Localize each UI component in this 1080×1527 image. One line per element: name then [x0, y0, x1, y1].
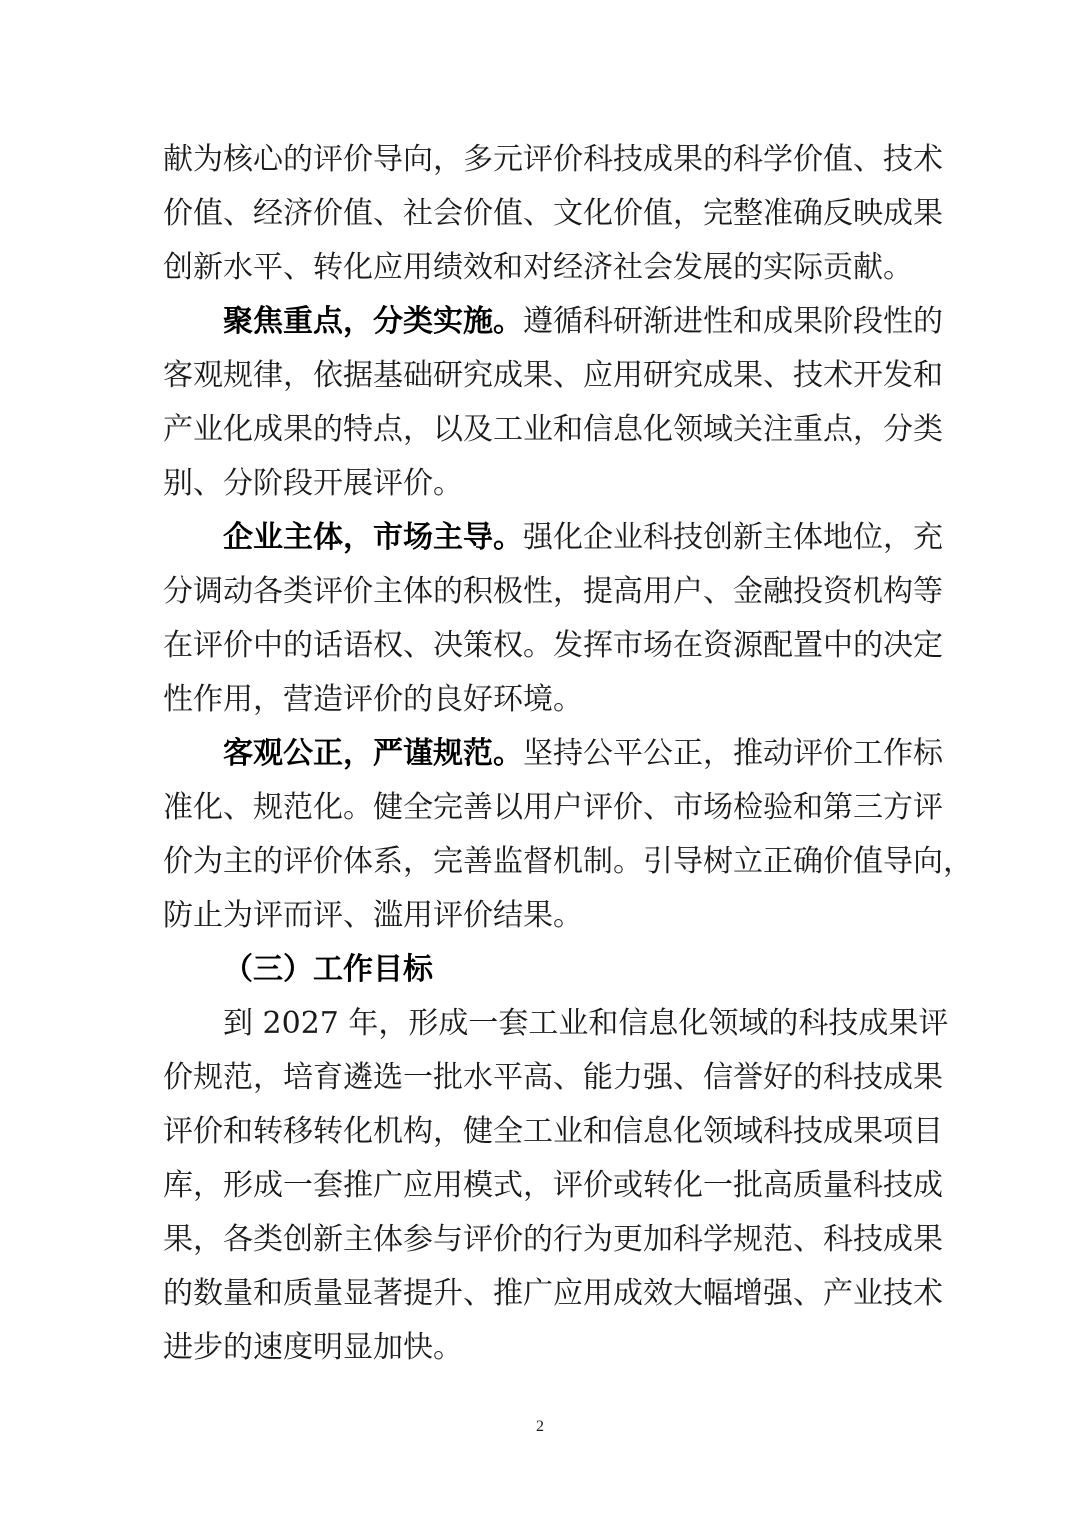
text-line: 献为核心的评价导向，多元评价科技成果的科学价值、技术	[163, 142, 943, 177]
paragraph-lead: 企业主体，市场主导。	[223, 520, 523, 555]
paragraph-lead: 客观公正，严谨规范。	[223, 736, 523, 771]
text-line: 评价和转移转化机构，健全工业和信息化领域科技成果项目	[163, 1114, 943, 1149]
text-line: 在评价中的话语权、决策权。发挥市场在资源配置中的决定	[163, 628, 943, 663]
page-number: 2	[536, 1418, 544, 1435]
paragraph-enterprise-market	[163, 511, 943, 727]
text-line: 产业化成果的特点，以及工业和信息化领域关注重点，分类	[163, 412, 943, 447]
text-line: 进步的速度明显加快。	[163, 1330, 463, 1365]
section-heading: （三）工作目标	[223, 952, 433, 987]
text-line: 分调动各类评价主体的积极性，提高用户、金融投资机构等	[163, 574, 943, 609]
text-line: 性作用，营造评价的良好环境。	[163, 682, 583, 717]
text-run: 坚持公平公正，推动评价工作标	[523, 736, 943, 771]
paragraph-evaluation-orientation	[163, 133, 943, 295]
text-line: 创新水平、转化应用绩效和对经济社会发展的实际贡献。	[163, 250, 913, 285]
text-line: 库，形成一套推广应用模式，评价或转化一批高质量科技成	[163, 1168, 943, 1203]
text-line: 防止为评而评、滥用评价结果。	[163, 898, 583, 933]
text-line: 到 2027 年，形成一套工业和信息化领域的科技成果评	[223, 1006, 949, 1041]
text-line: 果，各类创新主体参与评价的行为更加科学规范、科技成果	[163, 1222, 943, 1257]
text-line: 价为主的评价体系，完善监督机制。引导树立正确价值导向，	[163, 844, 973, 879]
text-line: 价规范，培育遴选一批水平高、能力强、信誉好的科技成果	[163, 1060, 943, 1095]
text-line: 别、分阶段开展评价。	[163, 466, 463, 501]
text-line: 价值、经济价值、社会价值、文化价值，完整准确反映成果	[163, 196, 943, 231]
text-line: 客观规律，依据基础研究成果、应用研究成果、技术开发和	[163, 358, 943, 393]
paragraph-lead: 聚焦重点，分类实施。	[223, 304, 523, 339]
text-line	[163, 511, 943, 565]
paragraph-objective-standardized	[163, 727, 973, 943]
paragraph-work-goals	[163, 997, 949, 1375]
document-body	[163, 133, 973, 1375]
text-line: 准化、规范化。健全完善以用户评价、市场检验和第三方评	[163, 790, 943, 825]
text-line	[163, 295, 943, 349]
text-run: 遵循科研渐进性和成果阶段性的	[523, 304, 943, 339]
paragraph-focus-classification	[163, 295, 943, 511]
text-run: 强化企业科技创新主体地位，充	[523, 520, 943, 555]
text-line	[163, 727, 943, 781]
text-line: 的数量和质量显著提升、推广应用成效大幅增强、产业技术	[163, 1276, 943, 1311]
